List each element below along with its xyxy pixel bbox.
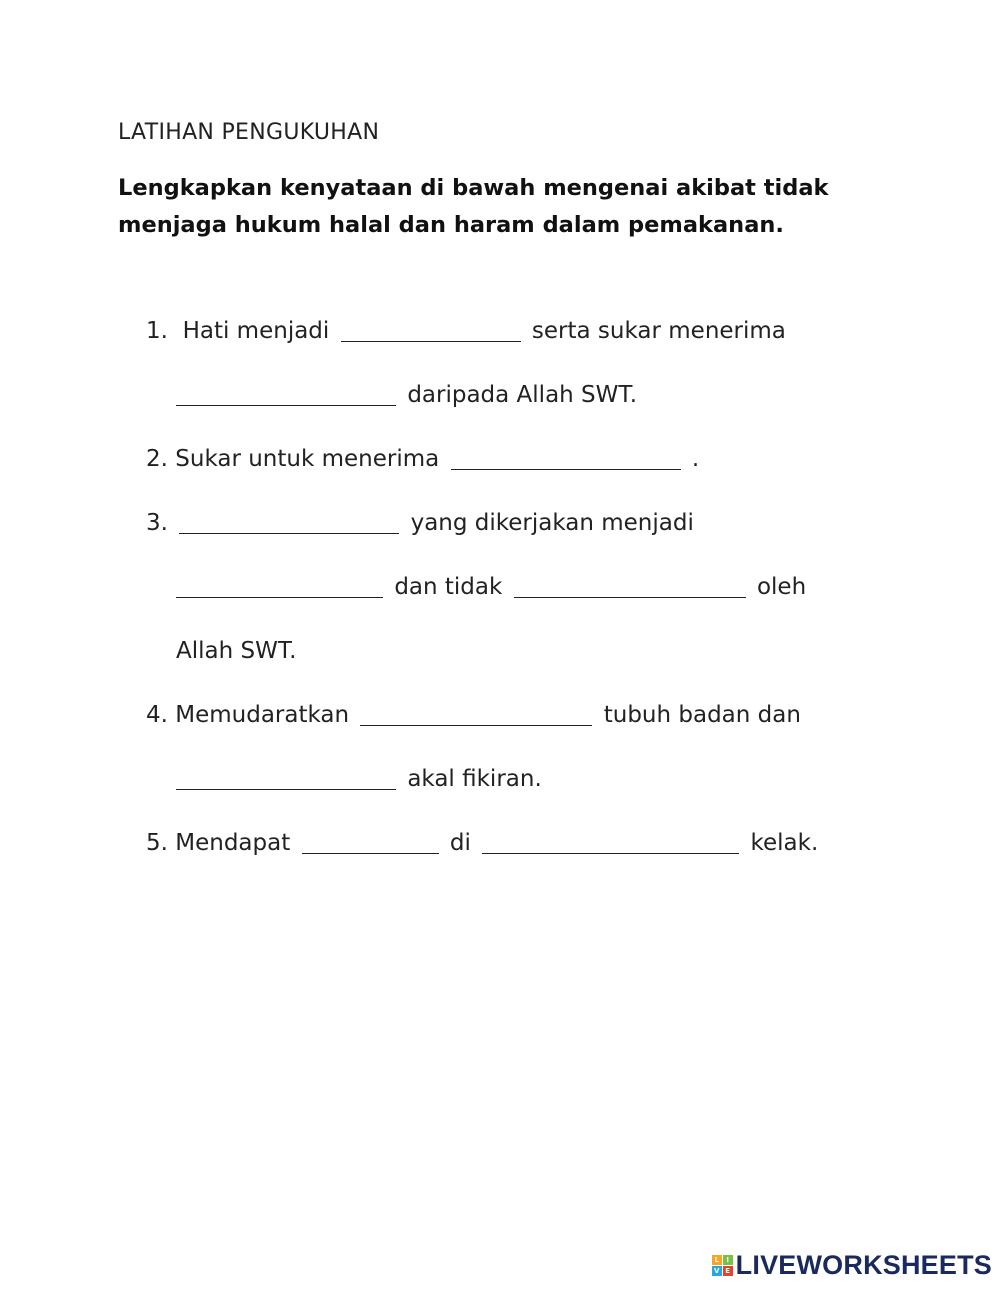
question-5-text-part3: kelak. bbox=[750, 830, 819, 856]
question-1-line-2 bbox=[176, 380, 637, 410]
answer-input-q5-a[interactable] bbox=[302, 833, 439, 857]
question-3-line-3 bbox=[176, 636, 296, 666]
question-1-number: 1. bbox=[146, 318, 168, 344]
logo-letter-v: V bbox=[712, 1266, 722, 1276]
question-4-text-part1: Memudaratkan bbox=[175, 702, 350, 728]
answer-blank-q1-a[interactable] bbox=[341, 317, 521, 342]
question-2-text-part2: . bbox=[691, 446, 700, 472]
answer-blank-q3-c[interactable] bbox=[514, 573, 746, 598]
answer-input-q3-a[interactable] bbox=[179, 513, 399, 537]
answer-blank-q5-a[interactable] bbox=[302, 829, 439, 854]
answer-blank-q4-a[interactable] bbox=[360, 701, 592, 726]
answer-input-q3-c[interactable] bbox=[514, 577, 746, 601]
question-4-line-2 bbox=[176, 764, 542, 794]
instruction-text: Lengkapkan kenyataan di bawah mengenai akibat tidak menjaga hukum halal dan haram dalam pemakanan. bbox=[118, 175, 829, 238]
question-1-text-part2: serta sukar menerima bbox=[531, 318, 786, 344]
page-title: LATIHAN PENGUKUHAN bbox=[118, 120, 380, 145]
question-1-text-part1: Hati menjadi bbox=[182, 318, 330, 344]
question-4-text-part3: akal fikiran. bbox=[407, 766, 542, 792]
question-3-line-1 bbox=[146, 508, 694, 538]
question-4-number: 4. bbox=[146, 702, 168, 728]
question-4-line-1 bbox=[146, 700, 801, 730]
answer-input-q4-a[interactable] bbox=[360, 705, 592, 729]
question-3-text-part2: dan tidak bbox=[394, 574, 503, 600]
question-5-line-1 bbox=[146, 828, 818, 858]
question-3-text-part1: yang dikerjakan menjadi bbox=[410, 510, 694, 536]
logo-letter-e: E bbox=[723, 1266, 733, 1276]
question-1-line-1 bbox=[146, 316, 786, 346]
question-4-text-part2: tubuh badan dan bbox=[603, 702, 801, 728]
question-3-text-part3: oleh bbox=[756, 574, 807, 600]
answer-input-q1-b[interactable] bbox=[176, 385, 396, 409]
question-2-line-1 bbox=[146, 444, 699, 474]
question-2-number: 2. bbox=[146, 446, 168, 472]
question-5-text-part1: Mendapat bbox=[175, 830, 291, 856]
liveworksheets-logo[interactable] bbox=[712, 1250, 992, 1281]
question-3-line-2 bbox=[176, 572, 806, 602]
logo-text: LIVEWORKSHEETS bbox=[735, 1250, 992, 1280]
answer-input-q4-b[interactable] bbox=[176, 769, 396, 793]
answer-input-q2-a[interactable] bbox=[451, 449, 681, 473]
question-5-text-part2: di bbox=[449, 830, 471, 856]
answer-input-q3-b[interactable] bbox=[176, 577, 383, 601]
answer-input-q1-a[interactable] bbox=[341, 321, 521, 345]
question-3-text-part4: Allah SWT. bbox=[176, 638, 297, 664]
answer-blank-q3-a[interactable] bbox=[179, 509, 399, 534]
answer-input-q5-b[interactable] bbox=[482, 833, 739, 857]
answer-blank-q1-b[interactable] bbox=[176, 381, 396, 406]
answer-blank-q5-b[interactable] bbox=[482, 829, 739, 854]
logo-letter-i: I bbox=[723, 1255, 733, 1265]
answer-blank-q4-b[interactable] bbox=[176, 765, 396, 790]
question-2-text-part1: Sukar untuk menerima bbox=[175, 446, 440, 472]
question-1-text-part3: daripada Allah SWT. bbox=[407, 382, 638, 408]
answer-blank-q2-a[interactable] bbox=[451, 445, 681, 470]
logo-letter-l: L bbox=[712, 1255, 722, 1265]
question-5-number: 5. bbox=[146, 830, 168, 856]
logo-mark-icon bbox=[712, 1255, 733, 1276]
question-3-number: 3. bbox=[146, 510, 168, 536]
answer-blank-q3-b[interactable] bbox=[176, 573, 383, 598]
